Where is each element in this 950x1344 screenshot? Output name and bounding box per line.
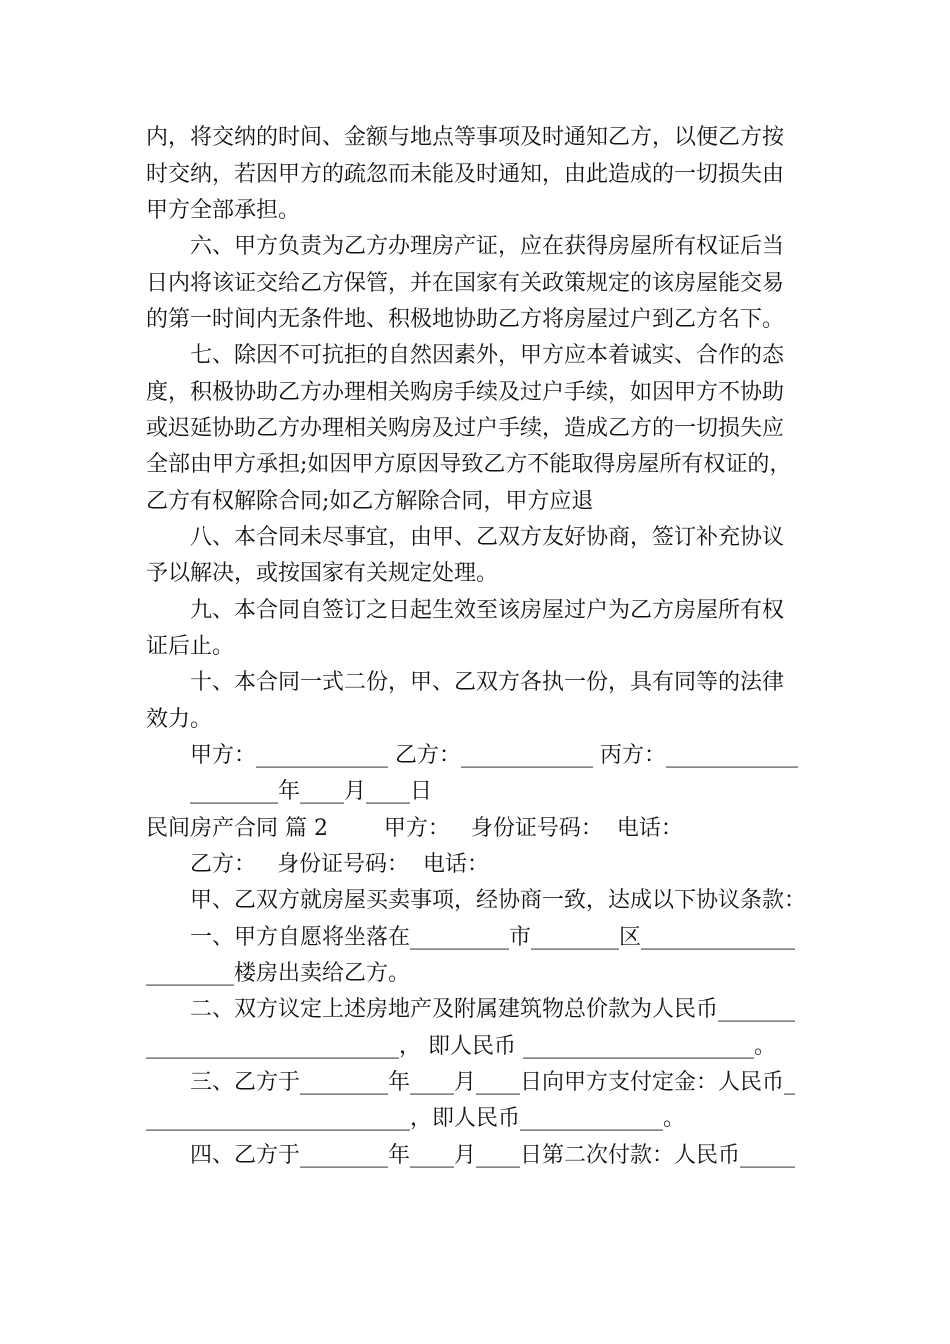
clause-seven-line: 七、除因不可抗拒的自然因素外，甲方应本着诚实、合作的态 xyxy=(190,343,785,368)
intro-line: 甲、乙双方就房屋买卖事项，经协商一致，达成以下协议条款： xyxy=(190,888,807,913)
party-b-info-line: 乙方： 身份证号码： 电话： xyxy=(190,852,489,877)
text-line: _______________________， 即人民币 _____________________。 xyxy=(146,1034,776,1059)
text-line: 日内将该证交给乙方保管，并在国家有关政策规定的该房屋能交易 xyxy=(146,271,785,296)
text-line: 的第一时间内无条件地、积极地协助乙方将房屋过户到乙方名下。 xyxy=(146,307,785,332)
text-line: 证后止。 xyxy=(146,634,235,659)
clause-three-line: 三、乙方于________年____月____日向甲方支付定金：人民币_ xyxy=(190,1070,796,1095)
clause-eight-line: 八、本合同未尽事宜，由甲、乙双方友好协商，签订补充协议 xyxy=(190,525,785,550)
clause-two-line: 二、双方议定上述房地产及附属建筑物总价款为人民币_______ xyxy=(190,997,796,1022)
text-line: 度，积极协助乙方办理相关购房手续及过户手续，如因甲方不协助 xyxy=(146,380,785,405)
clause-four-line: 四、乙方于________年____月____日第二次付款：人民币_____ xyxy=(190,1143,796,1168)
clause-six-line: 六、甲方负责为乙方办理房产证，应在获得房屋所有权证后当 xyxy=(190,234,785,259)
clause-ten-line: 十、本合同一式二份，甲、乙双方各执一份，具有同等的法律 xyxy=(190,670,785,695)
text-line: 时交纳，若因甲方的疏忽而未能及时通知，由此造成的一切损失由 xyxy=(146,162,785,187)
text-line: 或迟延协助乙方办理相关购房及过户手续，造成乙方的一切损失应 xyxy=(146,416,785,441)
signature-date-line: ________年____月____日 xyxy=(190,779,433,804)
clause-one-line: 一、甲方自愿将坐落在_________市________区______________ xyxy=(190,925,796,950)
text-line: 效力。 xyxy=(146,707,213,732)
text-line: 内，将交纳的时间、金额与地点等事项及时通知乙方，以便乙方按 xyxy=(146,125,785,150)
text-line: ________________________，即人民币_____________。 xyxy=(146,1106,686,1131)
text-line: 乙方有权解除合同;如乙方解除合同，甲方应退 xyxy=(146,489,594,514)
text-line: ________楼房出卖给乙方。 xyxy=(146,961,411,986)
text-line: 予以解决，或按国家有关规定处理。 xyxy=(146,561,499,586)
text-line: 甲方全部承担。 xyxy=(146,198,301,223)
signature-parties-line: 甲方：____________ 乙方：____________ 丙方：____________ xyxy=(190,743,798,768)
text-line: 全部由甲方承担;如因甲方原因导致乙方不能取得房屋所有权证的， xyxy=(146,452,792,477)
section-heading: 民间房产合同 篇 2 甲方： 身份证号码： 电话： xyxy=(146,816,683,841)
clause-nine-line: 九、本合同自签订之日起生效至该房屋过户为乙方房屋所有权 xyxy=(190,598,785,623)
